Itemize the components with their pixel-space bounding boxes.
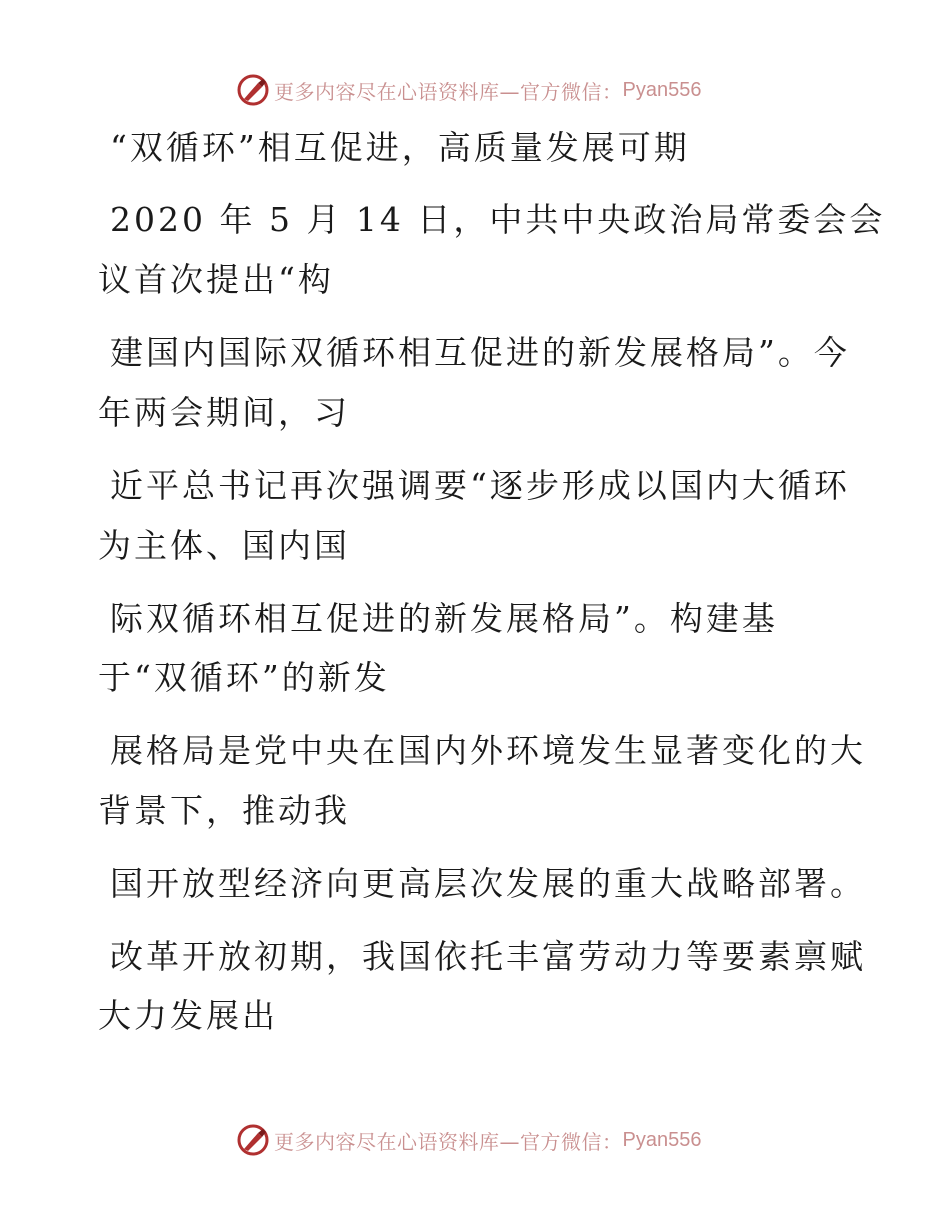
watermark-text: 更多内容尽在心语资料库—官方微信： — [274, 1129, 623, 1154]
text-line-3: 建国内国际双循环相互促进的新发展格局”。今 — [110, 333, 850, 372]
text-line-11: 国开放型经济向更高层次发展的重大战略部署。 — [110, 864, 866, 903]
text-line-8: 于“双循环”的新发 — [98, 658, 390, 697]
text-line-4: 年两会期间，习 — [98, 393, 350, 432]
text-line-13: 大力发展出 — [98, 996, 278, 1035]
pen-logo-icon — [236, 73, 270, 107]
pen-logo-icon — [236, 1123, 270, 1157]
text-line-1: 2020 年 5 月 14 日，中共中央政治局常委会会 — [110, 200, 886, 239]
text-line-2: 议首次提出“构 — [98, 260, 334, 299]
watermark-text: 更多内容尽在心语资料库—官方微信： — [274, 79, 623, 104]
text-line-10: 背景下，推动我 — [98, 791, 350, 830]
text-line-6: 为主体、国内国 — [98, 526, 350, 565]
document-title: “双循环”相互促进，高质量发展可期 — [110, 128, 690, 167]
watermark-wechat-id: Pyan556 — [622, 78, 702, 101]
header-watermark — [236, 72, 701, 108]
text-line-12: 改革开放初期，我国依托丰富劳动力等要素禀赋 — [110, 937, 866, 976]
text-line-5: 近平总书记再次强调要“逐步形成以国内大循环 — [110, 466, 850, 505]
footer-watermark — [236, 1122, 701, 1158]
text-line-7: 际双循环相互促进的新发展格局”。构建基 — [110, 599, 778, 638]
text-line-9: 展格局是党中央在国内外环境发生显著变化的大 — [110, 731, 866, 770]
watermark-wechat-id: Pyan556 — [622, 1128, 702, 1151]
